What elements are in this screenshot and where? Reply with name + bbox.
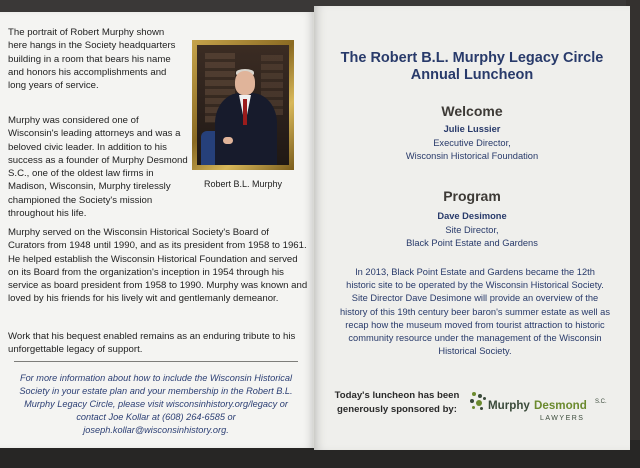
sponsor-line-1: Today's luncheon has been [334,390,460,401]
sponsor-line-2: generously sponsored by: [337,404,457,415]
dot-cluster-logo-icon [470,392,490,414]
welcome-speaker-name: Julie Lussier [443,124,501,134]
welcome-heading: Welcome [441,103,503,119]
more-info-text: For more information about how to include the Wisconsin Historical Society in your estate plan and your membership in the Robert B.L. Murphy Legacy Circle, please visit wisconsinhistory.org/legacy or contact Joe Kollar at (608) 264-6585 or joseph.kollar@wisconsinhistory.org. [19,373,293,435]
program-heading: Program [443,188,501,204]
event-subtitle: Annual Luncheon [410,67,534,83]
portrait-frame [192,40,294,170]
tribute-paragraph: Work that his bequest enabled remains as an enduring tribute to his unforgettable legacy of support. [8,331,296,356]
intro-paragraph: The portrait of Robert Murphy shown here hangs in the Society headquarters building in a room that bears his name and honors his accomplishments and long years of service. [8,27,176,92]
portrait-painting [197,45,289,165]
program-speaker-name: Dave Desimone [437,211,507,221]
service-paragraph: Murphy served on the Wisconsin Historical Society's Board of Curators from 1948 until 1990, and as its president from 1958 to 1961. He helped establish the Wisconsin Historical Foundation and served on its Board from the organization's inception in 1954 through his service as board president from 1958 to 1990. Murphy was known and loved by his friends for his lively wit and gentlemanly demeanor. [8,227,308,305]
logo-word-murphy: Murphy [488,399,530,412]
welcome-speaker-role: Executive Director, [433,138,511,148]
sponsor-logo [470,390,610,430]
biography-paragraph: Murphy was considered one of Wisconsin's leading attorneys and was a beloved civic leader. In addition to his success as a founder of Murphy Desmond S.C., one of the oldest law firms in Madison, Wisconsin, Murphy tirelessly championed the Society's mission throughout his life. [8,115,188,220]
logo-suffix: S.C. [595,399,607,405]
portrait-caption: Robert B.L. Murphy [203,179,283,189]
program-speaker-role: Site Director, [445,225,499,235]
sponsor-text [322,389,472,417]
logo-subtitle: LAWYERS [540,415,585,422]
program-speaker-org: Black Point Estate and Gardens [406,238,538,248]
program-description: In 2013, Black Point Estate and Gardens became the 12th historic site to be operated by the Wisconsin Historical Society. Site Director Dave Desimone will provide an overview of the history of this 19th century beer baron's summer estate as well as recap how the museum moved from tourist attraction to historic community resource under the management of the Wisconsin Historical Society. [340,267,610,357]
event-title: The Robert B.L. Murphy Legacy Circle [340,50,604,66]
welcome-speaker-org: Wisconsin Historical Foundation [405,151,539,161]
logo-word-desmond: Desmond [534,399,587,412]
divider [14,361,298,362]
